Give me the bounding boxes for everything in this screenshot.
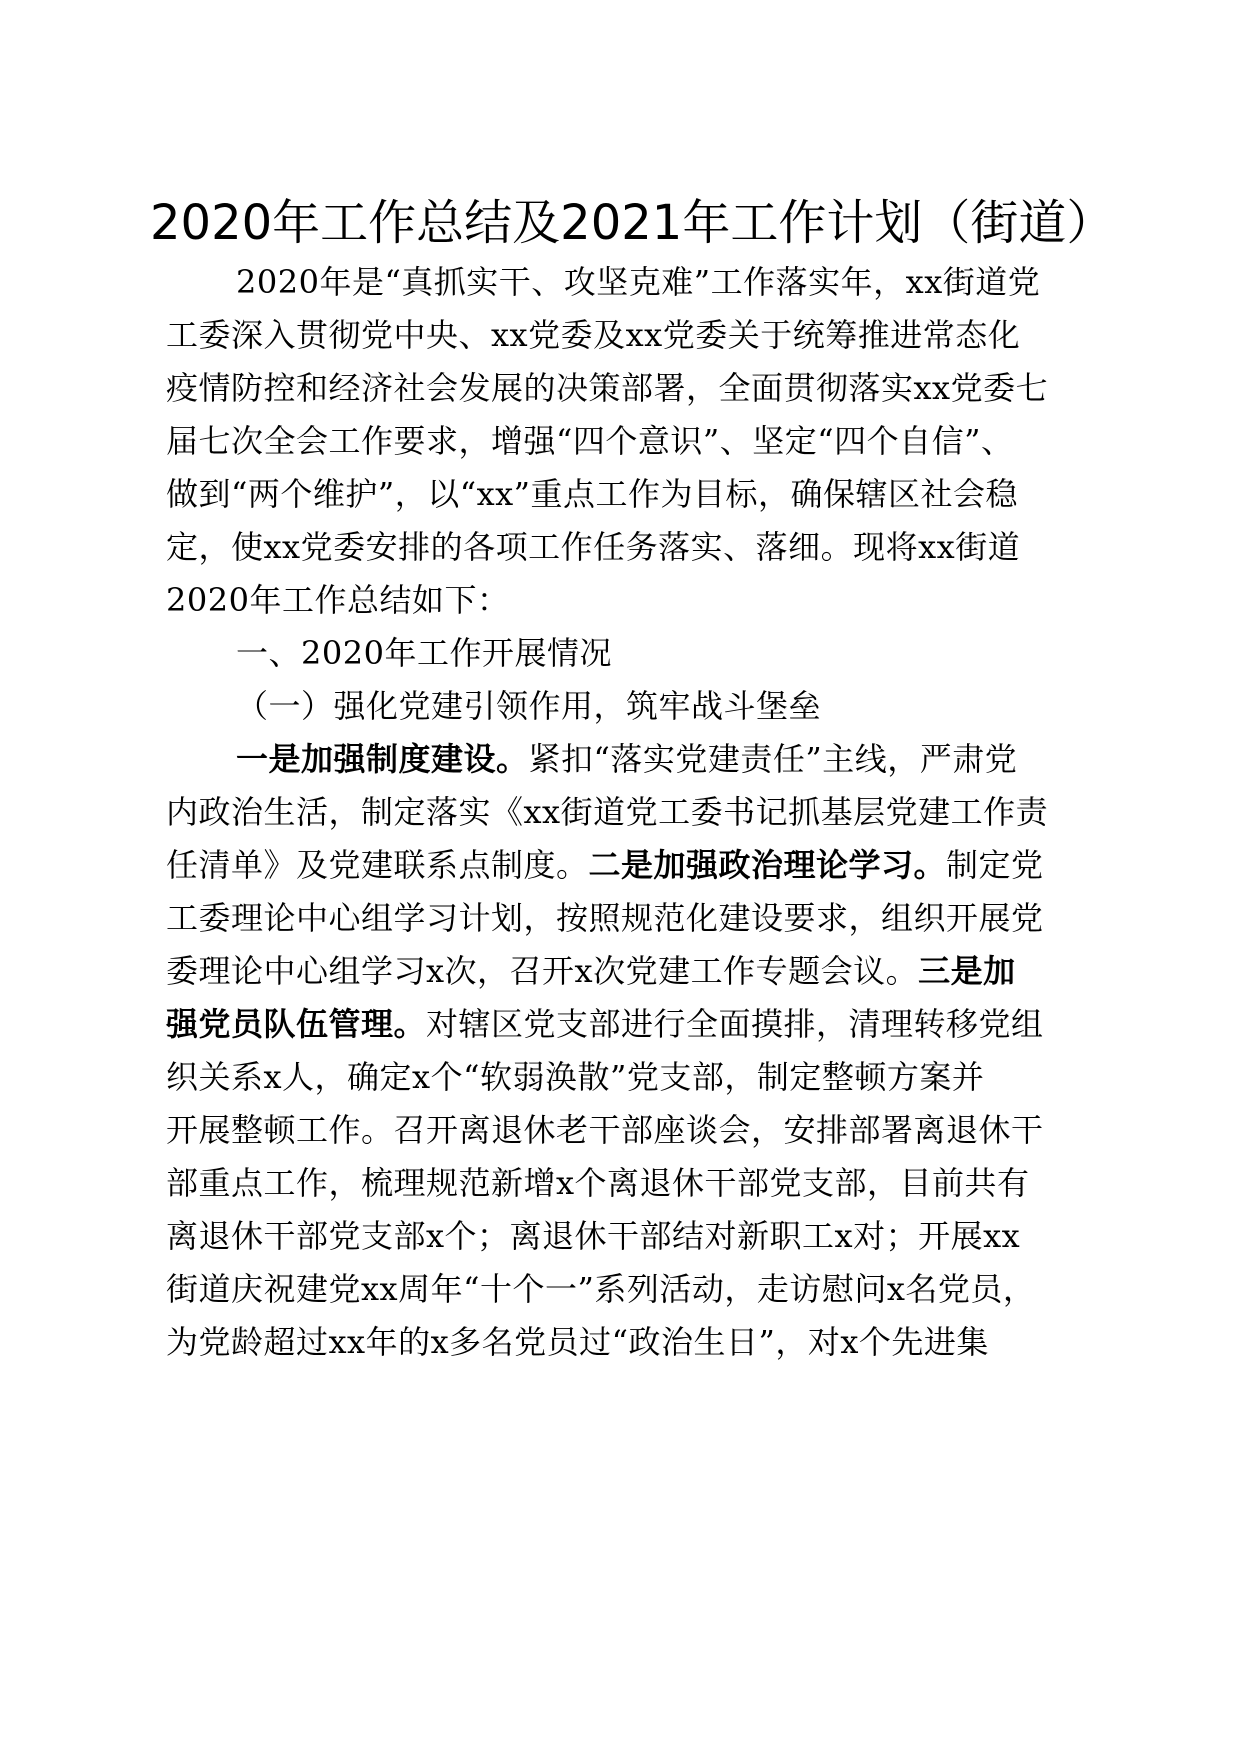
body-text: 对辖区党支部进行全面摸排，清理转移党组 xyxy=(426,1005,1044,1043)
body-line: 开展整顿工作。召开离退休老干部座谈会，安排部署离退休干 xyxy=(166,1111,1044,1149)
intro-line: 2020年工作总结如下： xyxy=(166,581,510,619)
body-line: 为党龄超过xx年的x多名党员过“政治生日”，对x个先进集 xyxy=(166,1323,989,1361)
body-text: 紧扣“落实党建责任”主线，严肃党 xyxy=(528,740,1018,778)
body-text: 制定党 xyxy=(946,846,1044,884)
body-line xyxy=(166,843,1044,887)
body-line: 部重点工作，梳理规范新增x个离退休干部党支部，目前共有 xyxy=(166,1164,1030,1202)
body-line: 离退休干部党支部x个；离退休干部结对新职工x对；开展xx xyxy=(166,1217,1021,1255)
intro-line: 定，使xx党委安排的各项工作任务落实、落细。现将xx街道 xyxy=(166,528,1021,566)
intro-line: 做到“两个维护”，以“xx”重点工作为目标，确保辖区社会稳 xyxy=(166,475,1019,513)
body-line xyxy=(166,949,1016,993)
bold-lead: 二是加强政治理论学习。 xyxy=(588,846,947,884)
body-line xyxy=(236,737,1017,781)
subsection-heading: （一）强化党建引领作用，筑牢战斗堡垒 xyxy=(236,687,822,725)
document-title: 2020年工作总结及2021年工作计划（街道） xyxy=(150,195,1115,251)
bold-lead: 强党员队伍管理。 xyxy=(166,1005,427,1043)
body-line: 街道庆祝建党xx周年“十个一”系列活动，走访慰问x名党员， xyxy=(166,1270,1036,1308)
body-line: 工委理论中心组学习计划，按照规范化建设要求，组织开展党 xyxy=(166,899,1044,937)
intro-line: 届七次全会工作要求，增强“四个意识”、坚定“四个自信”、 xyxy=(166,422,1014,460)
intro-line: 2020年是“真抓实干、攻坚克难”工作落实年，xx街道党 xyxy=(236,263,1041,301)
bold-lead: 三是加 xyxy=(918,952,1016,990)
section-heading: 一、2020年工作开展情况 xyxy=(236,634,612,672)
body-line xyxy=(166,1002,1044,1046)
body-text: 委理论中心组学习x次，召开x次党建工作专题会议。 xyxy=(166,952,919,990)
body-text: 任清单》及党建联系点制度。 xyxy=(166,846,589,884)
intro-line: 疫情防控和经济社会发展的决策部署，全面贯彻落实xx党委七 xyxy=(166,369,1049,407)
body-line: 织关系x人，确定x个“软弱涣散”党支部，制定整顿方案并 xyxy=(166,1058,985,1096)
body-line: 内政治生活，制定落实《xx街道党工委书记抓基层党建工作责 xyxy=(166,793,1049,831)
intro-line: 工委深入贯彻党中央、xx党委及xx党委关于统筹推进常态化 xyxy=(166,316,1021,354)
bold-lead: 一是加强制度建设。 xyxy=(236,740,529,778)
